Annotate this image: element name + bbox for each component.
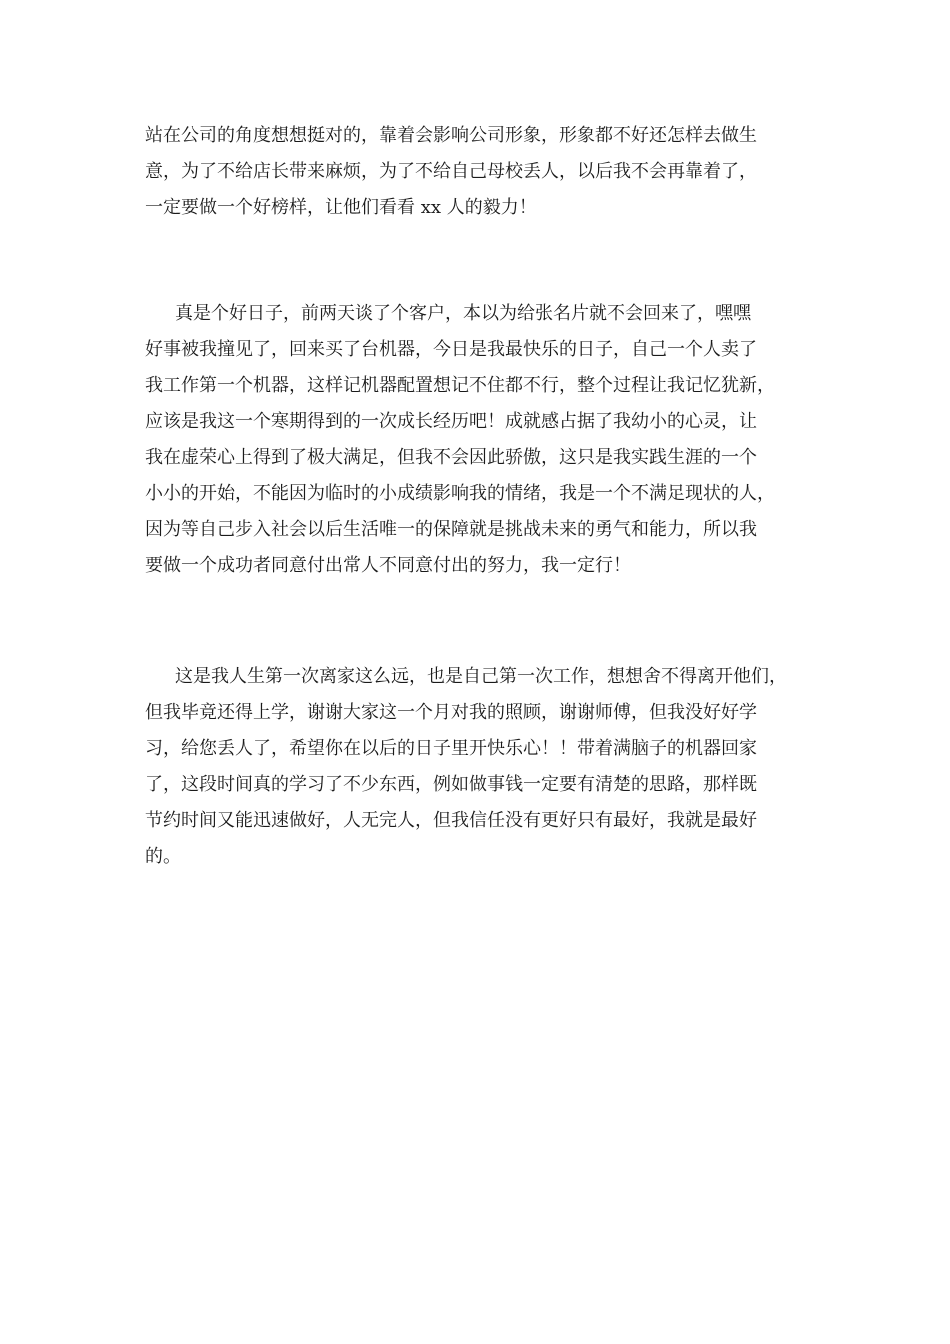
paragraph-line: 好事被我撞见了，回来买了台机器，今日是我最快乐的日子，自己一个人卖了 [145, 339, 757, 360]
paragraph-line: 但我毕竟还得上学，谢谢大家这一个月对我的照顾，谢谢师傅，但我没好好学 [145, 702, 757, 723]
paragraph-line: 站在公司的角度想想挺对的，靠着会影响公司形象，形象都不好还怎样去做生 [145, 125, 757, 146]
paragraph-line: 习，给您丢人了，希望你在以后的日子里开快乐心！！带着满脑子的机器回家 [145, 738, 757, 759]
paragraph-line: 意，为了不给店长带来麻烦，为了不给自己母校丢人，以后我不会再靠着了， [145, 161, 757, 182]
paragraph-line: 了，这段时间真的学习了不少东西，例如做事钱一定要有清楚的思路，那样既 [145, 774, 757, 795]
paragraph-3 [145, 659, 825, 875]
paragraph-line: 这是我人生第一次离家这么远，也是自己第一次工作，想想舍不得离开他们， [175, 666, 787, 687]
paragraph-line: 要做一个成功者同意付出常人不同意付出的努力，我一定行！ [145, 555, 631, 576]
paragraph-line: 应该是我这一个寒期得到的一次成长经历吧！成就感占据了我幼小的心灵，让 [145, 411, 757, 432]
paragraph-2 [145, 296, 825, 584]
paragraph-line: 节约时间又能迅速做好，人无完人，但我信任没有更好只有最好，我就是最好 [145, 810, 757, 831]
paragraph-1 [145, 118, 825, 226]
paragraph-line: 因为等自己步入社会以后生活唯一的保障就是挑战未来的勇气和能力，所以我 [145, 519, 757, 540]
paragraph-line: 一定要做一个好榜样，让他们看看 xx 人的毅力！ [145, 197, 537, 218]
paragraph-line: 我工作第一个机器，这样记机器配置想记不住都不行，整个过程让我记忆犹新， [145, 375, 775, 396]
paragraph-line: 小小的开始，不能因为临时的小成绩影响我的情绪，我是一个不满足现状的人， [145, 483, 775, 504]
paragraph-line: 我在虚荣心上得到了极大满足，但我不会因此骄傲，这只是我实践生涯的一个 [145, 447, 757, 468]
paragraph-line: 的。 [145, 846, 181, 867]
paragraph-line: 真是个好日子，前两天谈了个客户，本以为给张名片就不会回来了，嘿嘿 [175, 303, 751, 324]
